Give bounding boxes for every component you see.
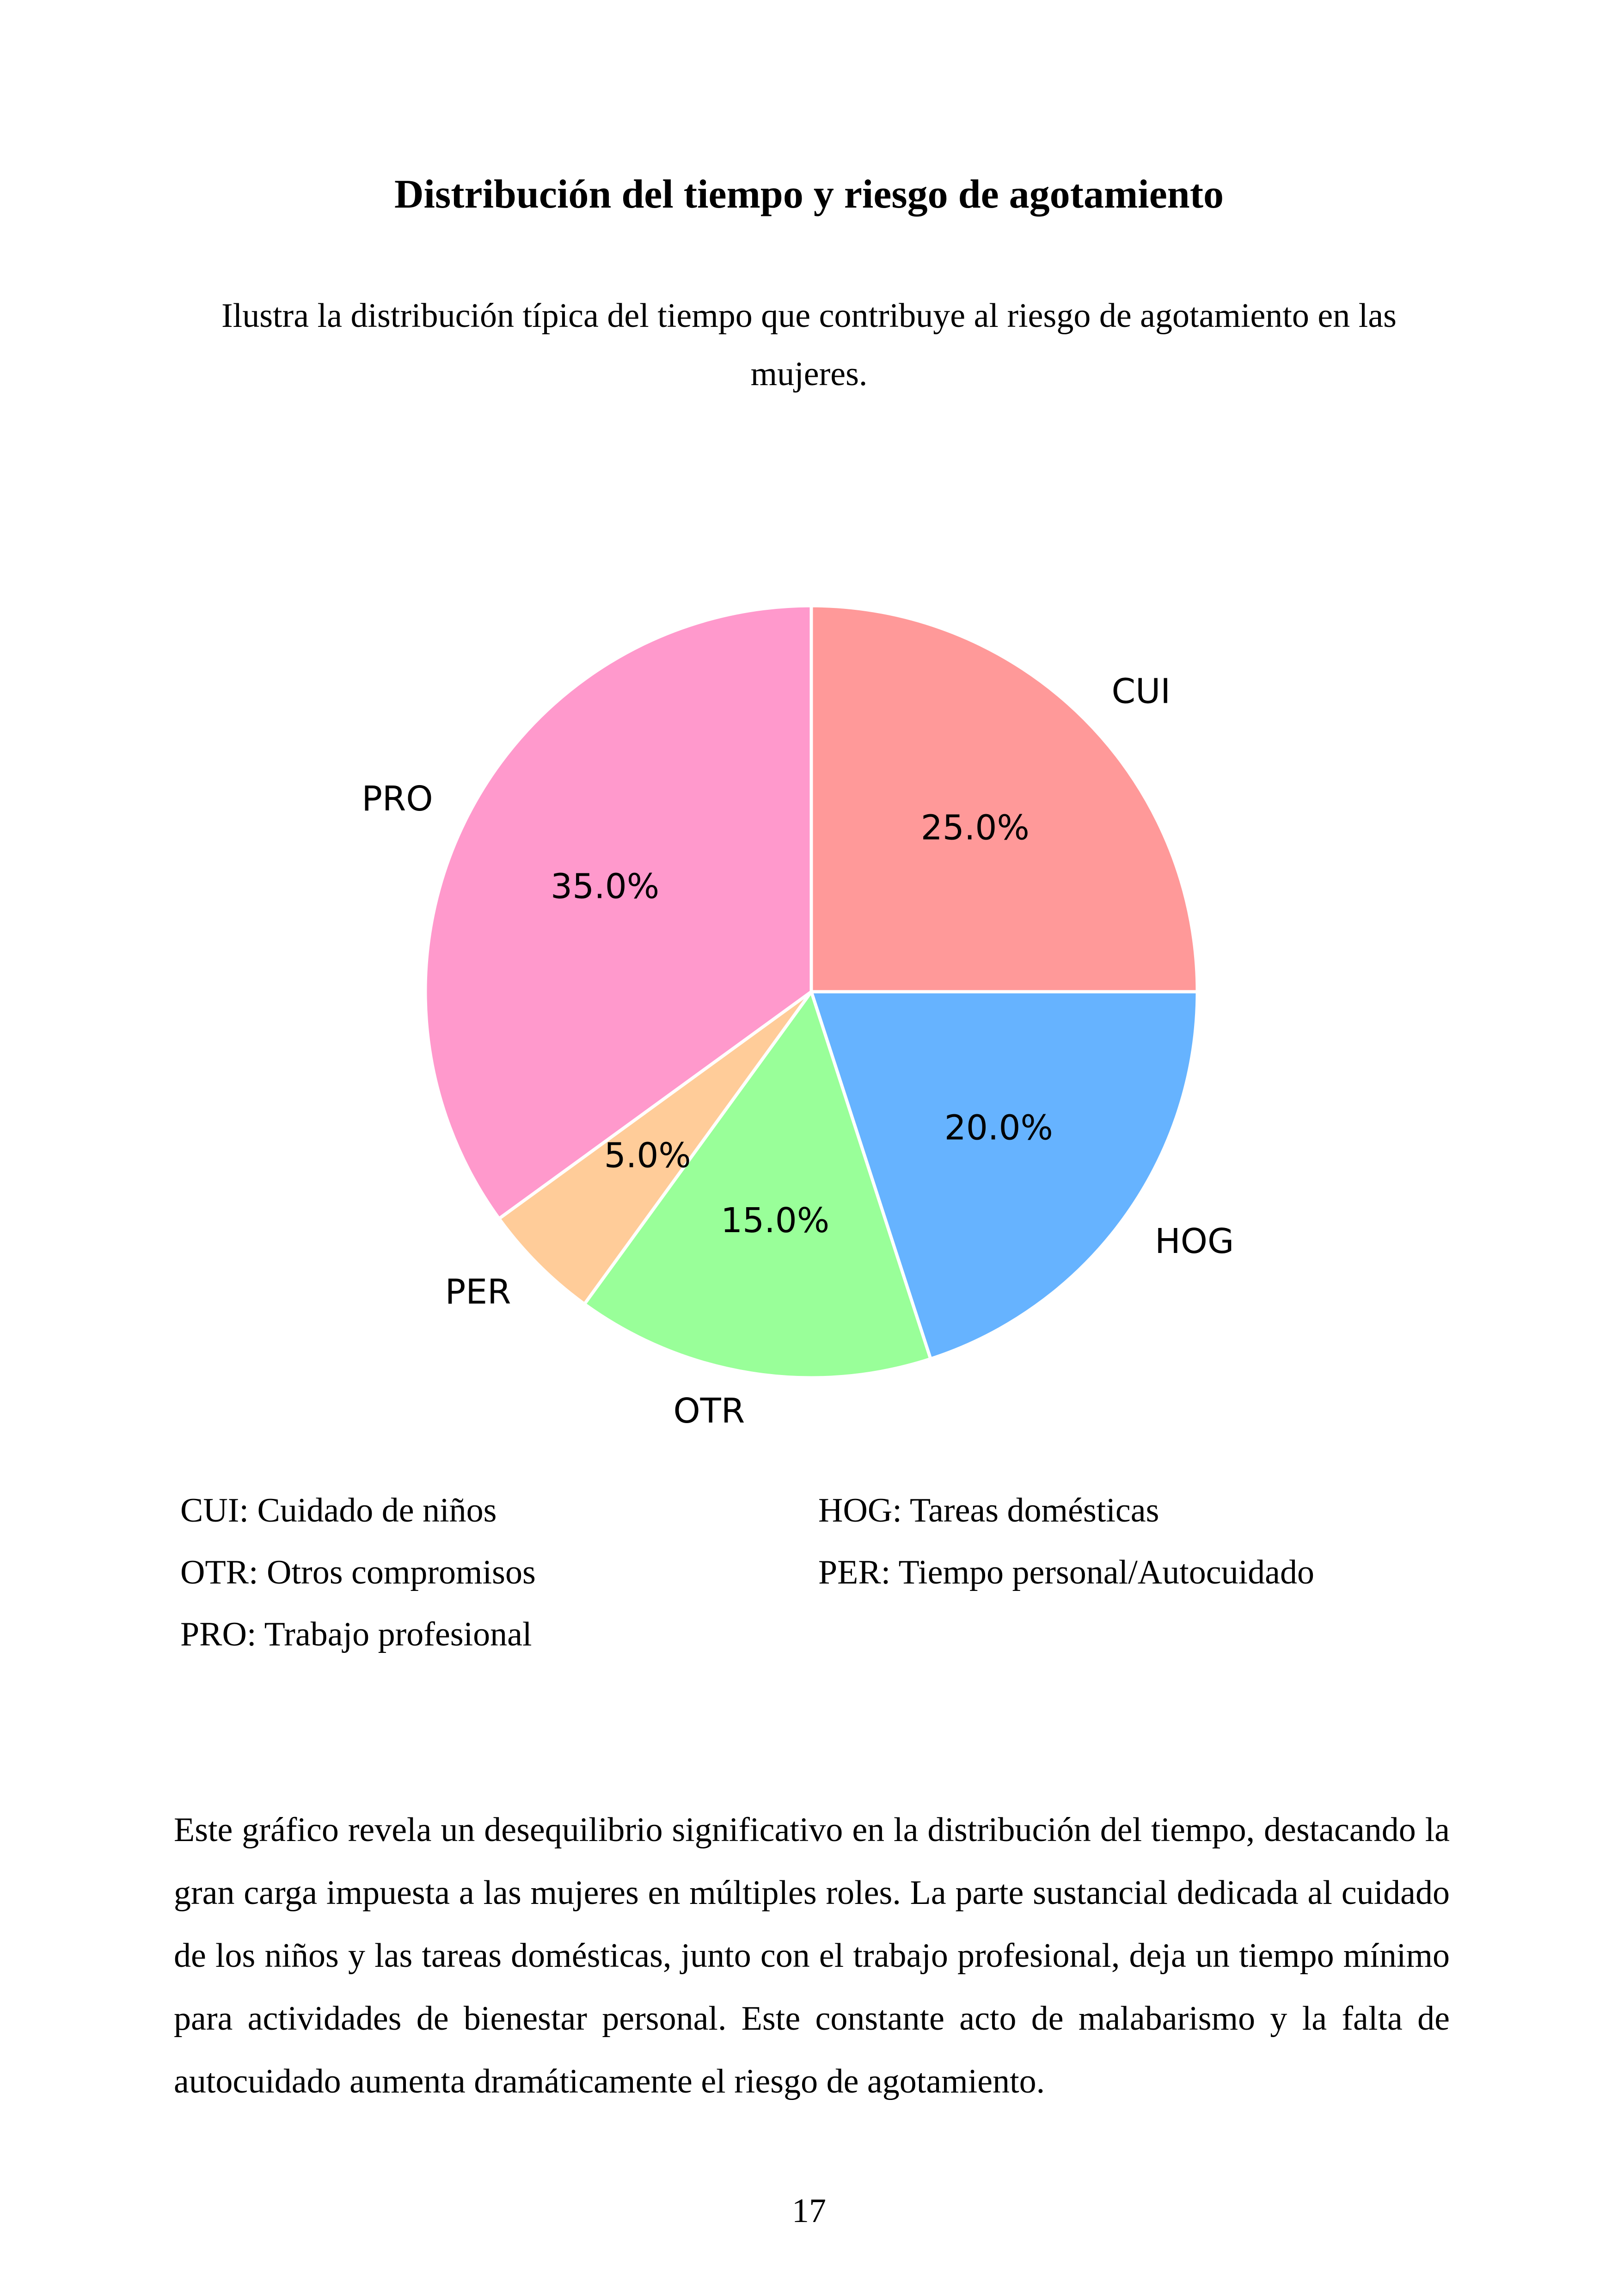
legend-item-cui: CUI: Cuidado de niños bbox=[180, 1492, 497, 1529]
pct-label-pro: 35.0% bbox=[551, 866, 660, 907]
page-number: 17 bbox=[792, 2192, 826, 2230]
legend-item-per: PER: Tiempo personal/Autocuidado bbox=[818, 1553, 1314, 1591]
pie-chart bbox=[0, 555, 1618, 1470]
chart-subtitle: Ilustra la distribución típica del tiempo que contribuye al riesgo de agotamiento en las mujeres. bbox=[221, 297, 1397, 393]
slice-label-per: PER bbox=[445, 1272, 511, 1312]
pct-label-otr: 15.0% bbox=[721, 1200, 830, 1240]
pie-slice-cui bbox=[811, 606, 1197, 992]
pct-label-hog: 20.0% bbox=[944, 1108, 1053, 1148]
page-title: Distribución del tiempo y riesgo de agotamiento bbox=[394, 172, 1224, 217]
slice-label-pro: PRO bbox=[362, 779, 433, 819]
pct-label-cui: 25.0% bbox=[920, 808, 1030, 848]
legend-item-otr: OTR: Otros compromisos bbox=[180, 1553, 536, 1591]
slice-label-cui: CUI bbox=[1111, 671, 1171, 712]
legend-item-hog: HOG: Tareas domésticas bbox=[818, 1492, 1159, 1529]
pct-label-per: 5.0% bbox=[604, 1136, 691, 1176]
slice-label-otr: OTR bbox=[673, 1391, 745, 1431]
body-paragraph: Este gráfico revela un desequilibrio significativo en la distribución del tiempo, destacando la gran carga impuesta a las mujeres en múltiples roles. La parte sustancial dedicada al cuidado de los niños y las tareas domésticas, junto con el trabajo profesional, deja un tiempo mínimo para actividades de bienestar personal. Este constante acto de malabarismo y la falta de autocuidado aumenta dramáticamente el riesgo de agotamiento. bbox=[174, 1811, 1450, 2100]
legend-item-pro: PRO: Trabajo profesional bbox=[180, 1615, 532, 1653]
slice-label-hog: HOG bbox=[1155, 1221, 1234, 1261]
